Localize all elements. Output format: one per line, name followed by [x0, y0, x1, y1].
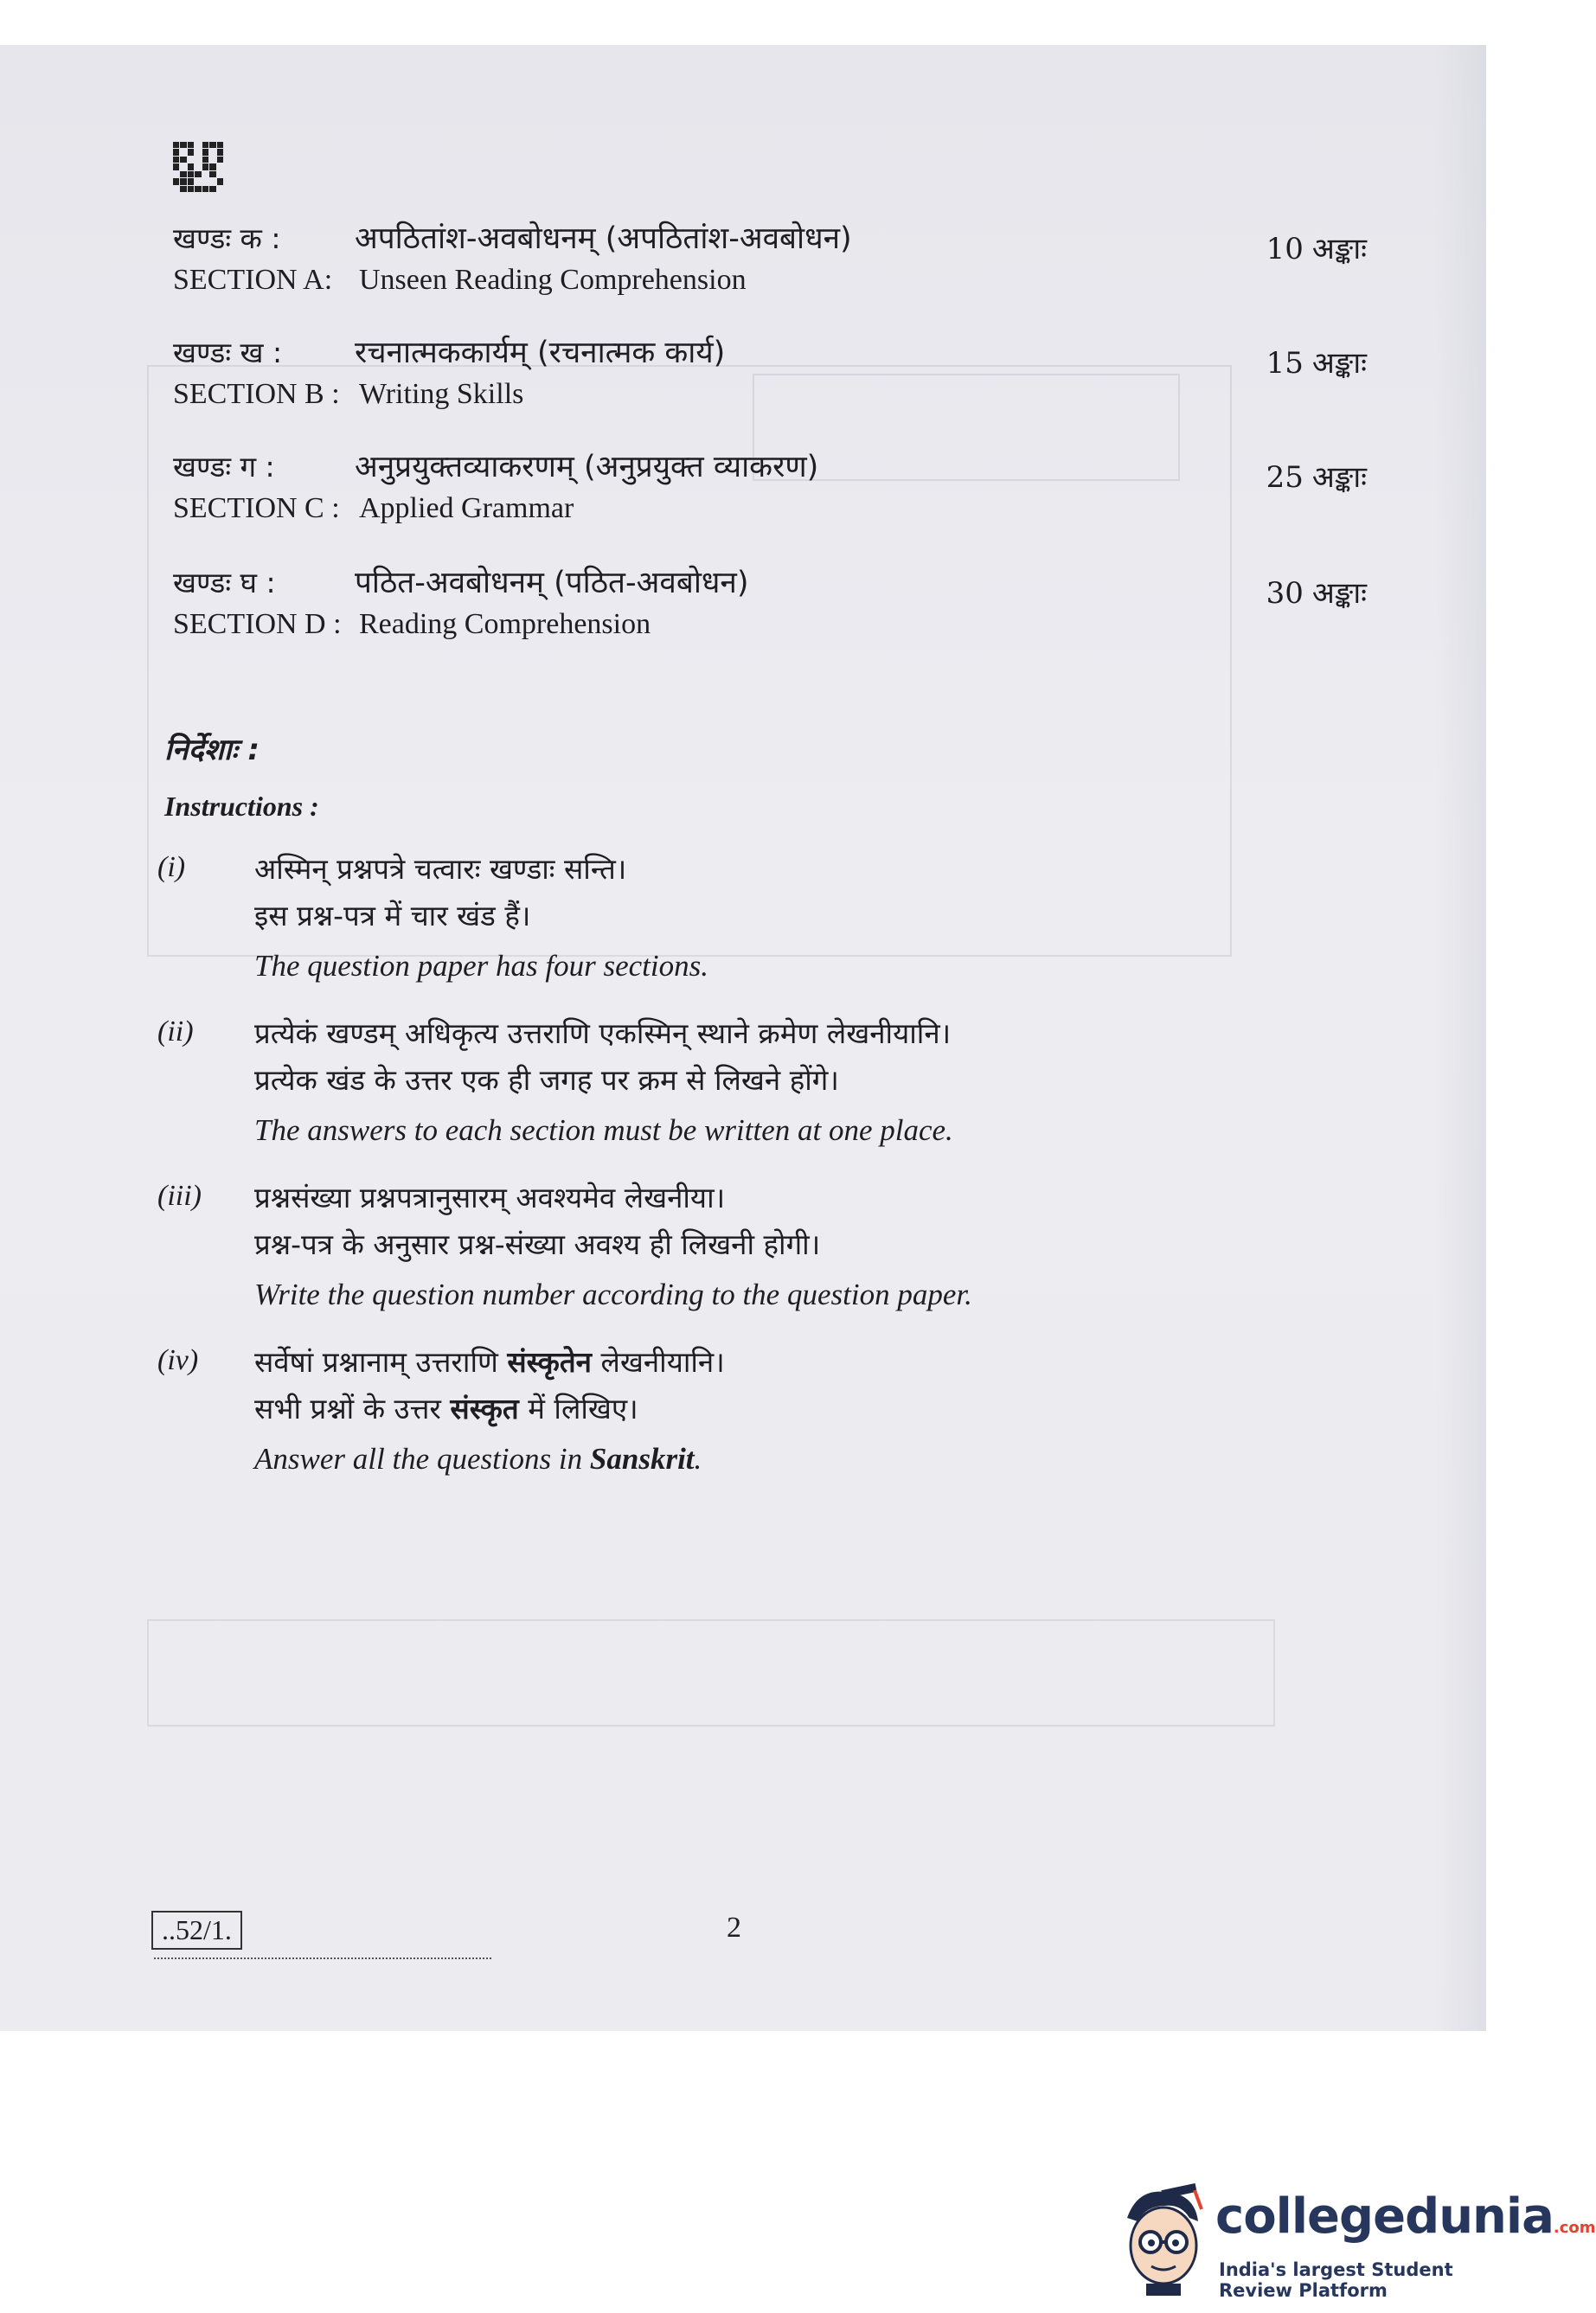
instruction-number: (i) — [157, 851, 186, 883]
section-a — [173, 220, 1367, 299]
section-c — [173, 448, 1367, 528]
section-a-marks: 10 अङ्काः — [1266, 232, 1367, 266]
instruction-sanskrit: प्रश्नसंख्या प्रश्नपत्रानुसारम् अवश्यमेव लेखनीया। — [254, 1181, 726, 1214]
scanned-exam-page — [0, 45, 1486, 2031]
brand-name: collegedunia.com — [1215, 2188, 1596, 2245]
brand-tagline: India's largest Student Review Platform — [1219, 2259, 1453, 2301]
instruction-sanskrit: अस्मिन् प्रश्नपत्रे चत्वारः खण्डाः सन्ति। — [254, 852, 627, 886]
section-d — [173, 564, 1367, 644]
instruction-number: (iii) — [157, 1180, 202, 1212]
section-a-title-en: Unseen Reading Comprehension — [359, 264, 747, 296]
section-a-title-hi: अपठितांश-अवबोधनम् (अपठितांश-अवबोधन) — [355, 221, 852, 256]
collegedunia-logo — [1112, 2180, 1596, 2301]
section-b-label-en: SECTION B : — [173, 378, 340, 410]
qr-code-icon — [173, 142, 223, 192]
mascot-face-icon — [1112, 2183, 1215, 2296]
instruction-number: (ii) — [157, 1016, 194, 1048]
section-a-label-hi: खण्डः क : — [173, 221, 281, 255]
instruction-number: (iv) — [157, 1344, 199, 1376]
instruction-sanskrit: प्रत्येकं खण्डम् अधिकृत्य उत्तराणि एकस्मिन् स्थाने क्रमेण लेखनीयानि। — [254, 1016, 952, 1050]
section-d-label-hi: खण्डः घ : — [173, 566, 276, 599]
section-d-label-en: SECTION D : — [173, 608, 342, 640]
section-a-label-en: SECTION A: — [173, 264, 333, 296]
section-d-marks: 30 अङ्काः — [1266, 576, 1367, 611]
section-b — [173, 334, 1367, 413]
section-b-marks: 15 अङ्काः — [1266, 346, 1367, 381]
page-number: 2 — [727, 1912, 741, 1944]
instruction-english: Write the question number according to the question paper. — [254, 1278, 972, 1311]
instruction-hindi: प्रश्न-पत्र के अनुसार प्रश्न-संख्या अवश्य ही लिखनी होगी। — [254, 1227, 821, 1261]
instruction-hindi: इस प्रश्न-पत्र में चार खंड हैं। — [254, 899, 531, 932]
section-d-title-en: Reading Comprehension — [359, 608, 651, 640]
section-c-marks: 25 अङ्काः — [1266, 460, 1367, 495]
section-b-label-hi: खण्डः ख : — [173, 336, 283, 369]
instruction-english: The answers to each section must be written at one place. — [254, 1113, 953, 1147]
page-edge-shadow — [1434, 45, 1486, 2031]
section-c-label-en: SECTION C : — [173, 492, 340, 524]
section-c-label-hi: खण्डः ग : — [173, 450, 275, 484]
section-b-title-en: Writing Skills — [359, 378, 524, 410]
instruction-english: The question paper has four sections. — [254, 949, 708, 983]
section-d-title-hi: पठित-अवबोधनम् (पठित-अवबोधन) — [355, 566, 749, 600]
paper-code-box: ..52/1. — [151, 1911, 242, 1950]
instructions-heading-en: Instructions : — [164, 791, 319, 822]
instructions-heading-hi: निर्देशाः : — [164, 733, 260, 767]
section-c-title-en: Applied Grammar — [359, 492, 574, 524]
dotted-rule — [154, 1957, 491, 1962]
section-c-title-hi: अनुप्रयुक्तव्याकरणम् (अनुप्रयुक्त व्याकरण) — [355, 450, 819, 484]
instruction-hindi: सभी प्रश्नों के उत्तर संस्कृत में लिखिए। — [254, 1392, 638, 1426]
instruction-hindi: प्रत्येक खंड के उत्तर एक ही जगह पर क्रम से लिखने होंगे। — [254, 1063, 839, 1097]
instruction-sanskrit: सर्वेषां प्रश्नानाम् उत्तराणि संस्कृतेन लेखनीयानि। — [254, 1345, 725, 1379]
instruction-english: Answer all the questions in Sanskrit. — [254, 1442, 702, 1476]
bleed-through-footer-table — [147, 1619, 1275, 1727]
section-b-title-hi: रचनात्मककार्यम् (रचनात्मक कार्य) — [355, 336, 726, 370]
